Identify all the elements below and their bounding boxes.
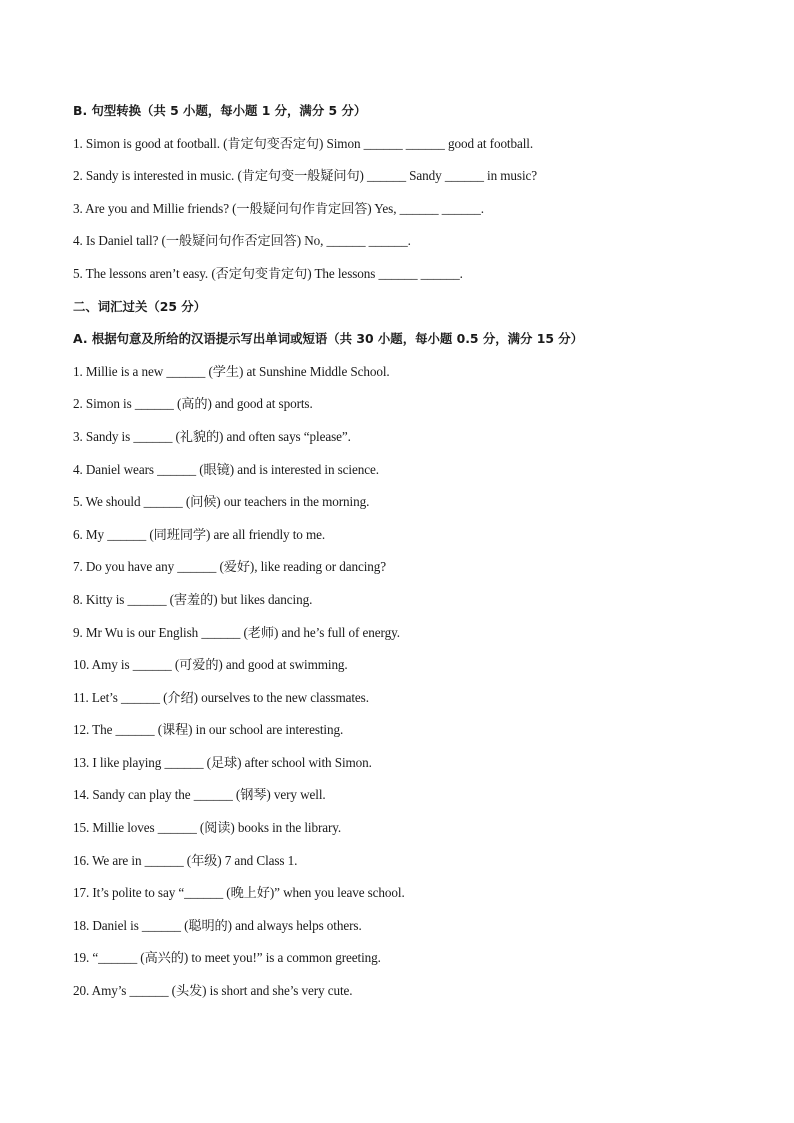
vocab-item: 10. Amy is ______ (可爱的) and good at swimming. xyxy=(73,657,348,673)
vocab-item: 4. Daniel wears ______ (眼镜) and is interested in science. xyxy=(73,461,379,477)
question-item: 2. Sandy is interested in music. (肯定句变一般疑问句) ______ Sandy ______ in music? xyxy=(73,168,538,184)
vocab-item: 13. I like playing ______ (足球) after school with Simon. xyxy=(73,754,372,770)
vocab-item: 19. “______ (高兴的) to meet you!” is a common greeting. xyxy=(73,950,381,966)
vocab-item: 1. Millie is a new ______ (学生) at Sunshine Middle School. xyxy=(73,363,390,379)
vocab-item: 16. We are in ______ (年级) 7 and Class 1. xyxy=(73,852,298,868)
vocab-item: 18. Daniel is ______ (聪明的) and always helps others. xyxy=(73,917,362,933)
vocab-item: 6. My ______ (同班同学) are all friendly to me. xyxy=(73,526,326,542)
vocab-item: 17. It’s polite to say “______ (晚上好)” when you leave school. xyxy=(73,885,405,901)
vocab-item: 7. Do you have any ______ (爱好), like reading or dancing? xyxy=(73,559,387,575)
vocab-item: 14. Sandy can play the ______ (钢琴) very well. xyxy=(73,787,326,803)
question-item: 5. The lessons aren’t easy. (否定句变肯定句) The lessons ______ ______. xyxy=(73,265,463,281)
question-item: 3. Are you and Millie friends? (一般疑问句作肯定回答) Yes, ______ ______. xyxy=(73,200,484,216)
question-item: 4. Is Daniel tall? (一般疑问句作否定回答) No, ______ ______. xyxy=(73,233,411,249)
question-item: 1. Simon is good at football. (肯定句变否定句) Simon ______ ______ good at football. xyxy=(73,135,534,151)
vocab-item: 5. We should ______ (问候) our teachers in the morning. xyxy=(73,494,370,510)
vocab-item: 2. Simon is ______ (高的) and good at sports. xyxy=(73,396,313,412)
document-page xyxy=(73,102,753,1015)
vocab-item: 9. Mr Wu is our English ______ (老师) and he’s full of energy. xyxy=(73,624,400,640)
section-a-heading: A. 根据句意及所给的汉语提示写出单词或短语（共 30 小题，每小题 0.5 分，满分 15 分） xyxy=(73,331,584,347)
vocab-item: 12. The ______ (课程) in our school are interesting. xyxy=(73,722,344,738)
part-two-heading: 二、词汇过关（25 分） xyxy=(73,298,207,314)
section-b-heading: B. 句型转换（共 5 小题，每小题 1 分，满分 5 分） xyxy=(73,103,367,118)
vocab-item: 20. Amy’s ______ (头发) is short and she’s very cute. xyxy=(73,983,353,999)
vocab-item: 8. Kitty is ______ (害羞的) but likes dancing. xyxy=(73,591,313,607)
vocab-item: 3. Sandy is ______ (礼貌的) and often says “please”. xyxy=(73,428,351,444)
vocab-item: 15. Millie loves ______ (阅读) books in the library. xyxy=(73,820,342,836)
vocab-item: 11. Let’s ______ (介绍) ourselves to the new classmates. xyxy=(73,689,369,705)
